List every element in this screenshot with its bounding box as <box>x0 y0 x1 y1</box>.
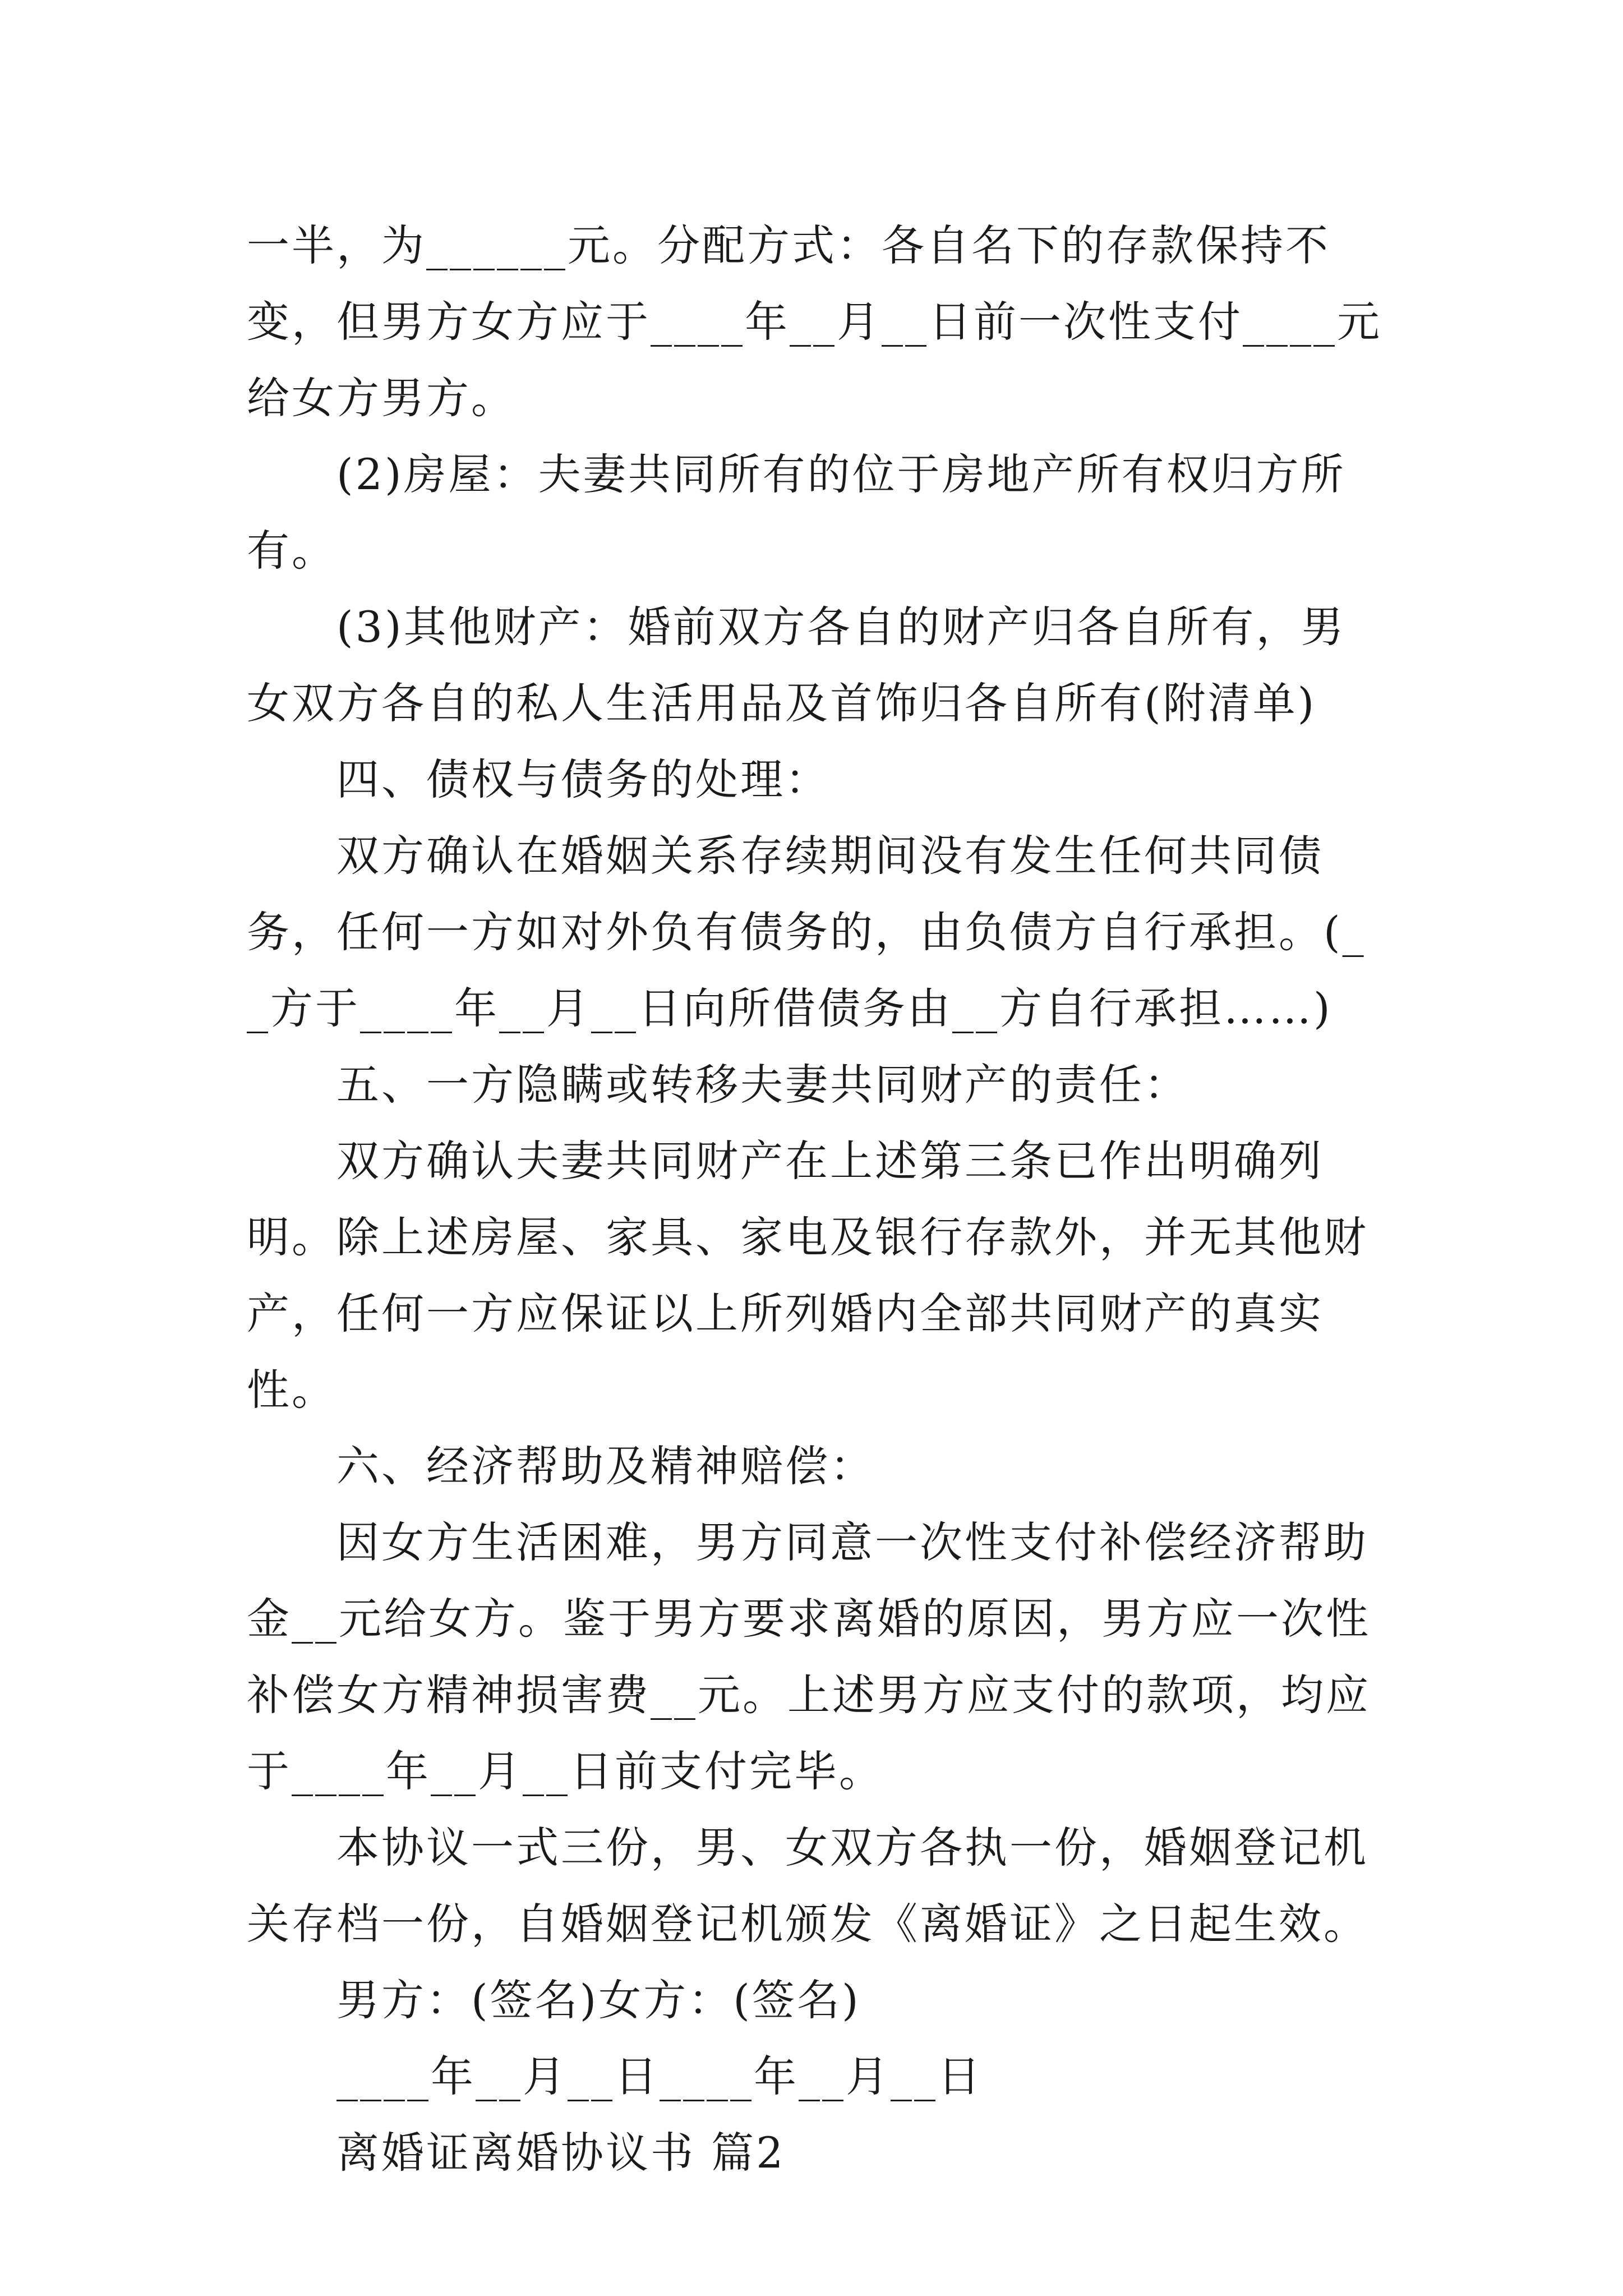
heading-compensation: 六、经济帮助及精神赔偿： <box>336 1441 875 1491</box>
paragraph-other-property: (3)其他财产：婚前双方各自的财产归各自所有，男女双方各自的私人生活用品及首饰归各自所有(附清单) <box>247 602 1346 728</box>
heading-concealment: 五、一方隐瞒或转移夫妻共同财产的责任： <box>336 1060 1189 1110</box>
paragraph-debts: 双方确认在婚姻关系存续期间没有发生任何共同债务，任何一方如对外负有债务的，由负债方自行承担。(__方于____年__月__日向所借债务由__方自行承担……) <box>247 831 1366 1033</box>
next-section-title: 离婚证离婚协议书 篇2 <box>336 2128 786 2178</box>
document-body <box>247 208 1385 2191</box>
paragraph-payment-split: 一半，为______元。分配方式：各自名下的存款保持不变，但男方女方应于____年__月__日前一次性支付____元给女方男方。 <box>247 220 1382 423</box>
paragraph-concealment: 双方确认夫妻共同财产在上述第三条已作出明确列明。除上述房屋、家具、家电及银行存款外，并无其他财产，任何一方应保证以上所列婚内全部共同财产的真实性。 <box>247 1136 1368 1415</box>
paragraph-house: (2)房屋：夫妻共同所有的位于房地产所有权归方所有。 <box>247 449 1346 576</box>
heading-debts: 四、债权与债务的处理： <box>336 754 830 804</box>
paragraph-copies: 本协议一式三份，男、女双方各执一份，婚姻登记机关存档一份，自婚姻登记机颁发《离婚证》之日起生效。 <box>247 1823 1368 1949</box>
signature-line: 男方：(签名)女方：(签名) <box>336 1975 861 2025</box>
paragraph-compensation: 因女方生活困难，男方同意一次性支付补偿经济帮助金__元给女方。鉴于男方要求离婚的原因，男方应一次性补偿女方精神损害费__元。上述男方应支付的款项，均应于____年__月__日前支付完毕。 <box>247 1517 1371 1796</box>
date-line: ____年__月__日____年__月__日 <box>336 2051 983 2101</box>
